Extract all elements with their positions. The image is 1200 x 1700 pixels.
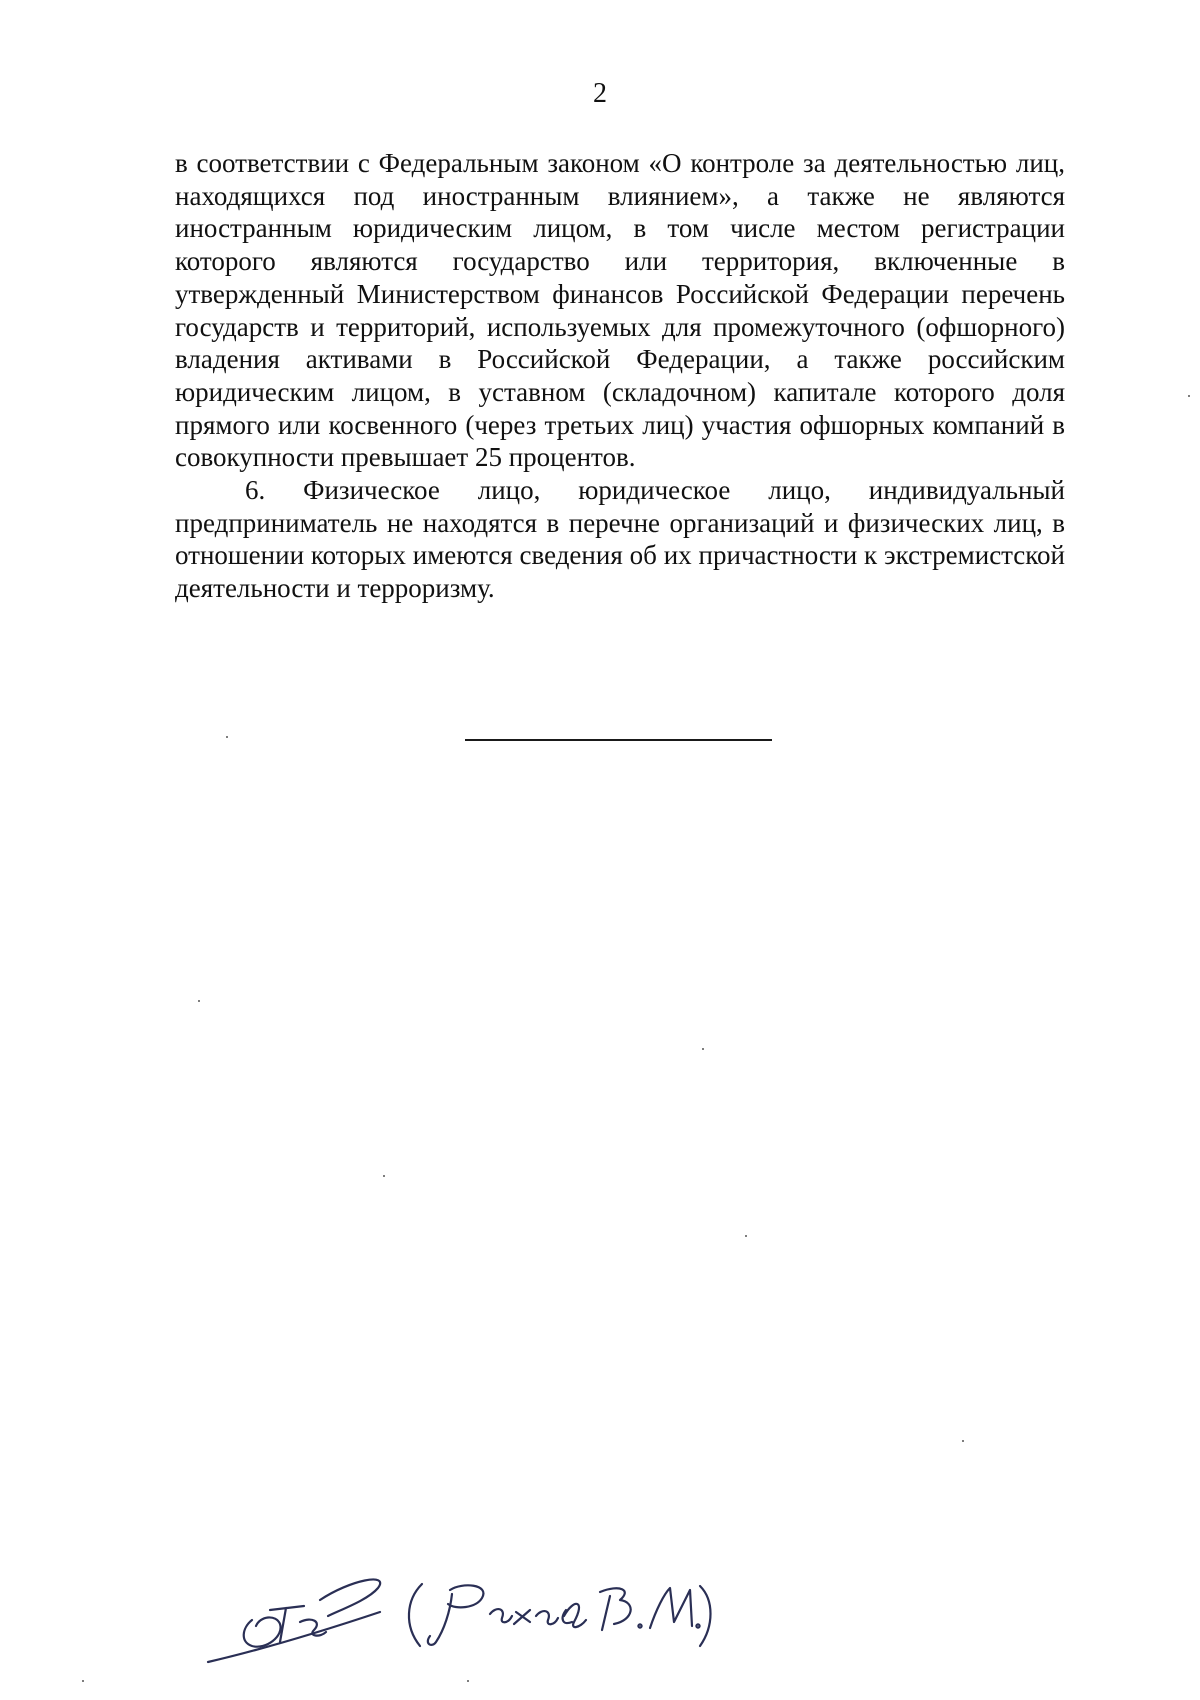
scan-speck [1188,395,1190,397]
document-body [175,147,1065,605]
scan-speck [962,1440,964,1442]
scan-speck [226,736,228,738]
handwritten-signature [200,1570,720,1670]
scan-speck [383,1175,385,1177]
scan-speck [82,1680,84,1682]
closing-rule [465,739,772,741]
page-number: 2 [593,78,607,109]
scan-speck [702,1048,704,1050]
scan-speck [467,1680,469,1682]
scan-speck [198,1000,200,1002]
paragraph-item-6: 6. Физическое лицо, юридическое лицо, индивидуальный предприниматель не находятся в перечне организаций и физических лиц, в отношении которых имеются сведения об их причастности к экстремистской деятельности и терроризму. [175,475,1065,604]
scan-speck [745,1235,747,1237]
paragraph-continuation: в соответствии с Федеральным законом «О контроле за деятельностью лиц, находящихся под иностранным влиянием», а также не являются иностранным юридическим лицом, в том числе местом регистрации которого являются государство или территория, включенные в утвержденный Министерством финансов Российской Федерации перечень государств и территорий, используемых для промежуточного (офшорного) владения активами в Российской Федерации, а также российским юридическим лицом, в уставном (складочном) капитале которого доля прямого или косвенного (через третьих лиц) участия офшорных компаний в совокупности превышает 25 процентов. [175,148,1065,473]
